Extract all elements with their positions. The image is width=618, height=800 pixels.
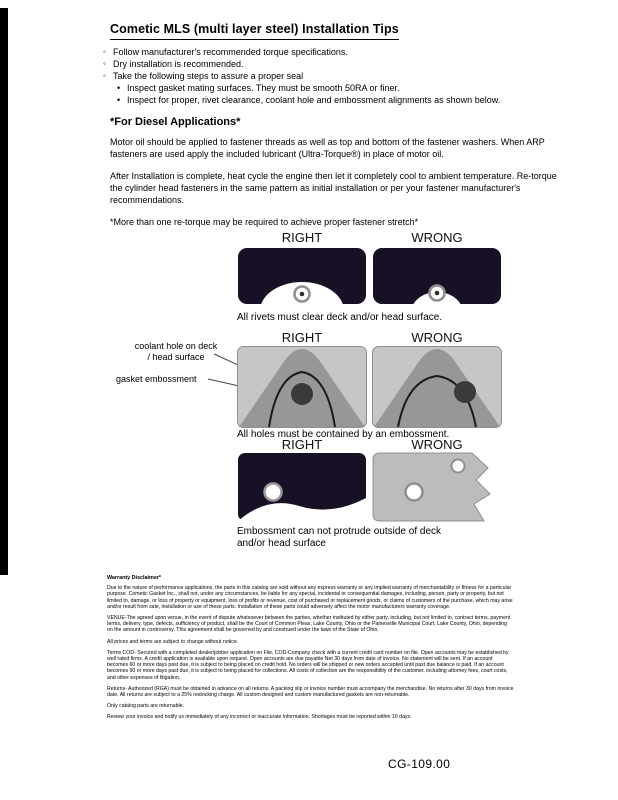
right-label-row2: RIGHT [281, 330, 323, 345]
open-bullet-icon: ◦ [103, 59, 106, 68]
left-border-bar [0, 8, 8, 575]
warranty-paragraph: Review your invoice and notify us immediately of any incorrect or inaccurate information. Shortages must be reported within 10 days. [107, 714, 412, 721]
caption-protrusion: Embossment can not protrude outside of deck and/or head surface [237, 526, 442, 549]
warranty-paragraph: All prices and terms are subject to change without notice. [107, 638, 239, 645]
tip-item [103, 58, 565, 70]
diagram-rivet-wrong [372, 247, 502, 305]
warranty-paragraph: VENUE-The agreed upon venue, in the event of dispute whatsoever between the parties, whether instituted by either party, including, but not limited to, contract terms, payment terms, delivery, type, defects, sufficiency of product, shall be the Court of Common Pleas, Lake County, Ohio or the Painesville Municipal Court, Lake County, Ohio, depending on the amount in controversy. This agreement shall be governed by and construed under the laws of the State of Ohio. [107, 615, 511, 634]
coolant-hole-icon [291, 383, 313, 405]
right-label-row1: RIGHT [281, 230, 323, 245]
right-label-row3: RIGHT [281, 437, 323, 452]
tip-sub-item [117, 82, 565, 94]
warranty-paragraph: Returns- Authorized (RGA) must be obtained in advance on all returns. A packing slip or invoice number must accompany the merchandise. No returns after 30 days from invoice date. All returns are subject to a 25% restocking charge. All custom designed and custom manufactured gaskets are non-returnable. [107, 685, 514, 699]
warranty-disclaimer-section [107, 575, 514, 726]
diesel-applications-section [110, 116, 562, 228]
diagram-embossment-right [237, 346, 367, 428]
wrong-label-row3: WRONG [411, 437, 463, 452]
tip-text: Inspect for proper, rivet clearance, coolant hole and embossment alignments as shown below. [127, 95, 501, 105]
caption-rivets: All rivets must clear deck and/or head surface. [237, 312, 443, 323]
filled-bullet-icon: • [117, 83, 121, 93]
coolant-hole-callout: coolant hole on deck / head surface [134, 341, 218, 362]
open-bullet-icon: ◦ [103, 47, 106, 56]
hole-icon [406, 484, 423, 501]
hole-icon [452, 460, 465, 473]
filled-bullet-icon: • [117, 95, 121, 105]
caption-holes: All holes must be contained by an embossment. [237, 429, 450, 440]
embossment-protruding-graphic [372, 452, 502, 522]
diagram-protrusion-wrong [372, 452, 502, 522]
tip-text: Inspect gasket mating surfaces. They must be smooth 50RA or finer. [127, 83, 400, 93]
tip-item [103, 70, 565, 82]
diagram-embossment-wrong [372, 346, 502, 428]
open-bullet-icon: ◦ [103, 71, 106, 80]
tip-item [103, 46, 565, 58]
warranty-paragraph: Only catalog parts are returnable. [107, 703, 184, 710]
diagram-rivet-right [237, 247, 367, 305]
hole-icon [265, 484, 282, 501]
gasket-embossment-callout: gasket embossment [116, 374, 197, 384]
diesel-paragraph-1: Motor oil should be applied to fastener threads as well as top and bottom of the fastener washers. When ARP fasteners are used apply the included lubricant (Ultra-Torque®) in place of motor oil. [110, 137, 545, 159]
tip-text: Dry installation is recommended. [113, 59, 244, 69]
coolant-hole-icon [454, 381, 476, 403]
warranty-paragraph: Terms COD- Secured with a completed dealer/jobber application on File, COD-Company check with a current credit card number on file. Open accounts may be established by well rated firms. A credit application is available upon request. Open accounts are due payable Net 30 days from date of invoice. No statement will be sent. If an account becomes 60 or more days past due, it is subject to being placed on credit hold. No orders will be shipped or new orders accepted until past due balance is paid. If an account becomes 90 or more days past due, it is subject to being placed for collections. All costs of collection are the responsibility of the customer, including attorney fees, court costs, and other expenses of litigation. [107, 649, 509, 681]
page-code: CG-109.00 [388, 757, 451, 771]
embossment-inside-graphic [237, 452, 367, 522]
diagram-protrusion-right [237, 452, 367, 522]
tip-text: Take the following steps to assure a proper seal [113, 71, 304, 81]
diesel-paragraph-2: After Installation is complete, heat cycle the engine then let it completely cool to ambient temperature. Re-torque the cylinder head fasteners in the same pattern as initial installation or per your fastener manufacturer's recommendations. [110, 171, 557, 205]
tip-text: Follow manufacturer's recommended torque specifications. [113, 47, 348, 57]
warranty-paragraph: Due to the nature of performance applications, the parts in this catalog are sold without any express warranty or any implied warranty of merchantability or fitness for a particular purpose. Cometic Gasket Inc., shall not, under any circumstances, be liable for any special, incidental or consequential damages, including, person, party or property, but not limited to, damage, or loss of property or equipment, loss of profits or revenue, cost of purchased or replacement goods, or claims of customers of the purchase, which may arise and/or result from sale, installation or use of these parts. Installation of these parts could adversely affect the motor manufacturers warranty coverage. [107, 585, 513, 610]
page-title: Cometic MLS (multi layer steel) Installation Tips [110, 22, 399, 40]
warranty-heading: Warranty Disclaimer* [107, 575, 162, 581]
installation-tips-list [103, 46, 565, 106]
tip-sub-item [117, 94, 565, 106]
rivet-touching-graphic [372, 247, 502, 305]
hole-contained-graphic [237, 346, 367, 428]
wrong-label-row2: WRONG [411, 330, 463, 345]
retorque-note: *More than one re-torque may be required to achieve proper fastener stretch* [110, 217, 419, 227]
rivet-clear-graphic [237, 247, 367, 305]
diesel-heading: *For Diesel Applications* [110, 116, 241, 128]
hole-outside-graphic [372, 346, 502, 428]
wrong-label-row1: WRONG [411, 230, 463, 245]
